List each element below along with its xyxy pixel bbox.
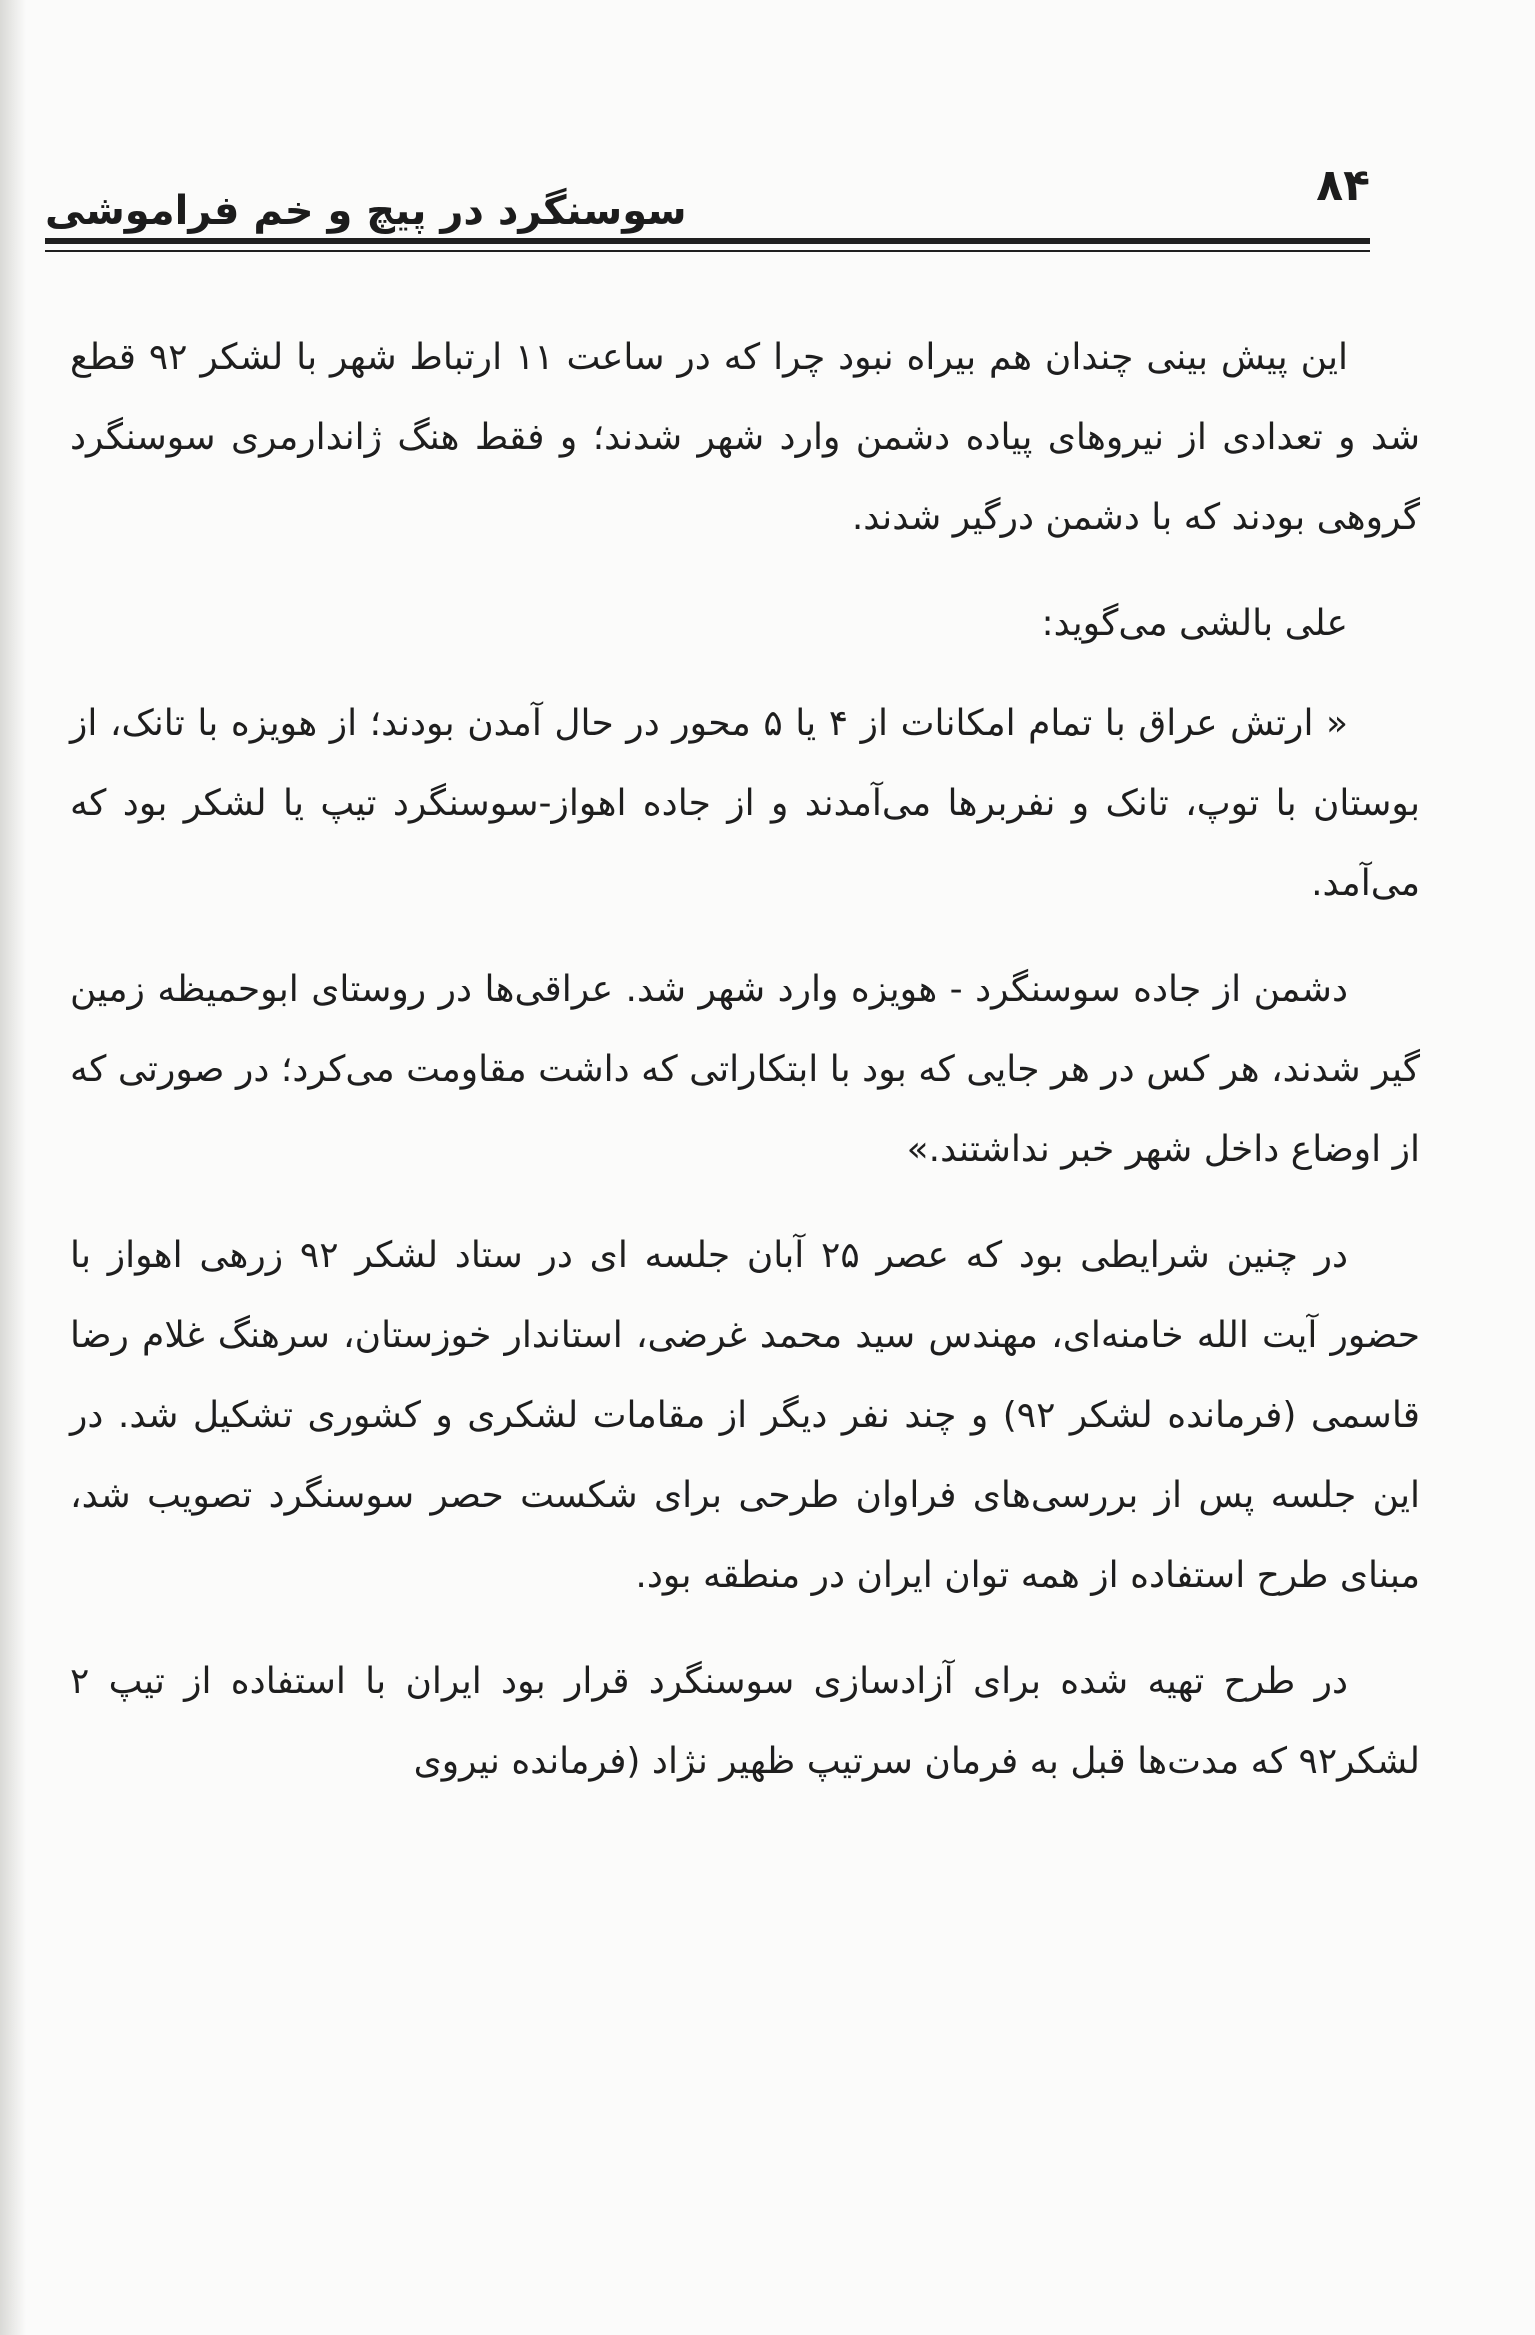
page-header — [45, 150, 1370, 240]
page-edge-shadow — [0, 0, 26, 2335]
paragraph-1: این پیش بینی چندان هم بیراه نبود چرا که در ساعت ۱۱ ارتباط شهر با لشکر ۹۲ قطع شد و تعدادی از نیروهای پیاده دشمن وارد شهر شدند؛ و فقط هنگ ژاندارمری سوسنگرد گروهی بودند که با دشمن درگیر شدند. — [70, 337, 1420, 538]
quote-paragraph-2: دشمن از جاده سوسنگرد - هویزه وارد شهر شد. عراقی‌ها در روستای ابوحمیظه زمین گیر شدند، هر کس در هر جایی که بود با ابتکاراتی که داشت مقاومت می‌کرد؛ در صورتی که از اوضاع داخل شهر خبر نداشتند.» — [70, 969, 1420, 1170]
quote-paragraph-1: « ارتش عراق با تمام امکانات از ۴ یا ۵ محور در حال آمدن بودند؛ از هویزه با تانک، از بوستان با توپ، تانک و نفربرها می‌آمدند و از جاده اهواز-سوسنگرد تیپ یا لشکر بود که می‌آمد. — [70, 703, 1420, 904]
header-rule-thick — [45, 238, 1370, 244]
paragraph-4: در طرح تهیه شده برای آزادسازی سوسنگرد قرار بود ایران با استفاده از تیپ ۲ لشکر۹۲ که مدت‌ها قبل به فرمان سرتیپ ظهیر نژاد (فرمانده نیروی — [70, 1661, 1420, 1782]
paragraph-3: در چنین شرایطی بود که عصر ۲۵ آبان جلسه ای در ستاد لشکر ۹۲ زرهی اهواز با حضور آیت الله خامنه‌ای، مهندس سید محمد غرضی، استاندار خوزستان، سرهنگ غلام رضا قاسمی (فرمانده لشکر ۹۲) و چند نفر دیگر از مقامات لشکری و کشوری تشکیل شد. در این جلسه پس از بررسی‌های فراوان طرحی برای شکست حصر سوسنگرد تصویب شد، مبنای طرح استفاده از همه توان ایران در منطقه بود. — [70, 1235, 1421, 1596]
body-text — [70, 318, 1420, 1828]
page-number: ۸۴ — [1316, 160, 1370, 211]
header-rule-thin — [45, 250, 1370, 252]
running-title: سوسنگرد در پیچ و خم فراموشی — [45, 188, 687, 234]
paragraph-2: علی بالشی می‌گوید: — [1041, 603, 1348, 644]
